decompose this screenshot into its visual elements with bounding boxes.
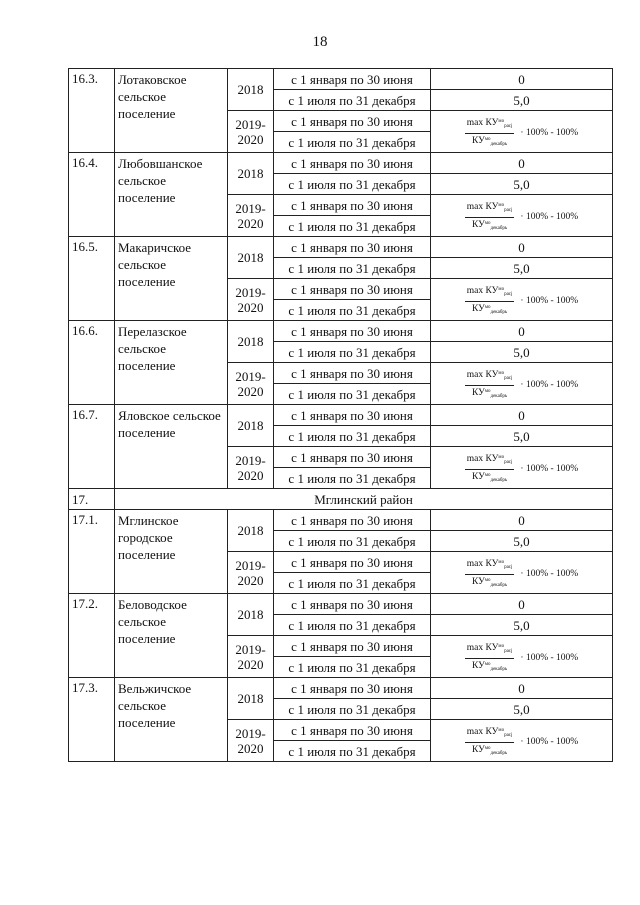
value-second-half: 5,0 — [431, 90, 613, 111]
formula-fraction — [465, 557, 515, 590]
period-first-half: с 1 января по 30 июня — [274, 111, 431, 132]
year-2018: 2018 — [228, 321, 274, 363]
settlement-name: Перелазское сельское поселение — [115, 321, 228, 405]
row-number: 16.6. — [69, 321, 115, 405]
period-second-half: с 1 июля по 31 декабря — [274, 657, 431, 678]
row-number: 16.3. — [69, 69, 115, 153]
formula-fraction — [465, 200, 515, 233]
value-first-half: 0 — [431, 510, 613, 531]
period-second-half: с 1 июля по 31 декабря — [274, 132, 431, 153]
formula-numerator: $\max КУ^{мо}_{расj}$ — [465, 725, 515, 742]
formula-cell — [431, 720, 613, 762]
tariff-table — [68, 68, 613, 762]
period-second-half: с 1 июля по 31 декабря — [274, 531, 431, 552]
district-name: Мглинский район — [115, 489, 613, 510]
period-first-half: с 1 января по 30 июня — [274, 594, 431, 615]
period-second-half: с 1 июля по 31 декабря — [274, 741, 431, 762]
year-2019-2020: 2019-2020 — [228, 447, 274, 489]
value-second-half: 5,0 — [431, 615, 613, 636]
value-second-half: 5,0 — [431, 258, 613, 279]
formula-numerator: $\max КУ^{мо}_{расj}$ — [465, 368, 515, 385]
value-first-half: 0 — [431, 321, 613, 342]
growth-formula — [465, 368, 578, 401]
formula-cell — [431, 195, 613, 237]
table-row — [69, 153, 613, 174]
formula-cell — [431, 363, 613, 405]
formula-tail: · 100% - 100% — [520, 295, 579, 306]
formula-cell — [431, 279, 613, 321]
formula-denominator: $КУ^{мо}_{декабрь}$ — [471, 135, 508, 147]
table-row — [69, 321, 613, 342]
year-2019-2020: 2019-2020 — [228, 552, 274, 594]
growth-formula — [465, 116, 578, 149]
formula-tail: · 100% - 100% — [520, 379, 579, 390]
value-second-half: 5,0 — [431, 342, 613, 363]
page-number: 18 — [312, 34, 328, 50]
formula-numerator: $\max КУ^{мо}_{расj}$ — [465, 200, 515, 217]
formula-cell — [431, 447, 613, 489]
formula-tail: · 100% - 100% — [520, 127, 579, 138]
period-first-half: с 1 января по 30 июня — [274, 552, 431, 573]
year-2019-2020: 2019-2020 — [228, 195, 274, 237]
formula-numerator: $\max КУ^{мо}_{расj}$ — [465, 284, 515, 301]
period-second-half: с 1 июля по 31 декабря — [274, 90, 431, 111]
formula-denominator: $КУ^{мо}_{декабрь}$ — [471, 576, 508, 588]
growth-formula — [465, 284, 578, 317]
period-second-half: с 1 июля по 31 декабря — [274, 699, 431, 720]
table-row — [69, 678, 613, 699]
period-first-half: с 1 января по 30 июня — [274, 237, 431, 258]
table-body — [69, 69, 613, 762]
value-first-half: 0 — [431, 594, 613, 615]
value-second-half: 5,0 — [431, 426, 613, 447]
row-number: 17.1. — [69, 510, 115, 594]
period-second-half: с 1 июля по 31 декабря — [274, 216, 431, 237]
formula-fraction — [465, 368, 515, 401]
value-second-half: 5,0 — [431, 174, 613, 195]
period-second-half: с 1 июля по 31 декабря — [274, 573, 431, 594]
formula-tail: · 100% - 100% — [520, 568, 579, 579]
table-row — [69, 69, 613, 90]
year-2019-2020: 2019-2020 — [228, 363, 274, 405]
table-row — [69, 237, 613, 258]
formula-numerator: $\max КУ^{мо}_{расj}$ — [465, 557, 515, 574]
formula-cell — [431, 552, 613, 594]
formula-tail: · 100% - 100% — [520, 211, 579, 222]
formula-tail: · 100% - 100% — [520, 463, 579, 474]
period-first-half: с 1 января по 30 июня — [274, 678, 431, 699]
settlement-name: Вельжичское сельское поселение — [115, 678, 228, 762]
value-first-half: 0 — [431, 69, 613, 90]
formula-fraction — [465, 725, 515, 758]
row-number: 17.2. — [69, 594, 115, 678]
period-second-half: с 1 июля по 31 декабря — [274, 426, 431, 447]
year-2018: 2018 — [228, 69, 274, 111]
period-first-half: с 1 января по 30 июня — [274, 363, 431, 384]
settlement-name: Беловодское сельское поселение — [115, 594, 228, 678]
period-first-half: с 1 января по 30 июня — [274, 720, 431, 741]
settlement-name: Макаричское сельское поселение — [115, 237, 228, 321]
year-2018: 2018 — [228, 405, 274, 447]
formula-denominator: $КУ^{мо}_{декабрь}$ — [471, 471, 508, 483]
growth-formula — [465, 452, 578, 485]
row-number: 16.7. — [69, 405, 115, 489]
period-first-half: с 1 января по 30 июня — [274, 279, 431, 300]
period-first-half: с 1 января по 30 июня — [274, 405, 431, 426]
year-2018: 2018 — [228, 237, 274, 279]
growth-formula — [465, 557, 578, 590]
value-second-half: 5,0 — [431, 531, 613, 552]
year-2019-2020: 2019-2020 — [228, 279, 274, 321]
period-second-half: с 1 июля по 31 декабря — [274, 300, 431, 321]
formula-cell — [431, 636, 613, 678]
year-2019-2020: 2019-2020 — [228, 111, 274, 153]
value-first-half: 0 — [431, 405, 613, 426]
row-number: 17.3. — [69, 678, 115, 762]
value-second-half: 5,0 — [431, 699, 613, 720]
period-second-half: с 1 июля по 31 декабря — [274, 342, 431, 363]
value-first-half: 0 — [431, 678, 613, 699]
formula-fraction — [465, 452, 515, 485]
formula-fraction — [465, 641, 515, 674]
period-second-half: с 1 июля по 31 декабря — [274, 258, 431, 279]
period-first-half: с 1 января по 30 июня — [274, 195, 431, 216]
period-first-half: с 1 января по 30 июня — [274, 153, 431, 174]
settlement-name: Яловское сельское поселение — [115, 405, 228, 489]
year-2018: 2018 — [228, 678, 274, 720]
period-second-half: с 1 июля по 31 декабря — [274, 615, 431, 636]
formula-numerator: $\max КУ^{мо}_{расj}$ — [465, 452, 515, 469]
district-number: 17. — [69, 489, 115, 510]
table-row — [69, 405, 613, 426]
settlement-name: Лотаковское сельское поселение — [115, 69, 228, 153]
formula-cell — [431, 111, 613, 153]
period-first-half: с 1 января по 30 июня — [274, 321, 431, 342]
year-2019-2020: 2019-2020 — [228, 636, 274, 678]
period-second-half: с 1 июля по 31 декабря — [274, 468, 431, 489]
period-first-half: с 1 января по 30 июня — [274, 636, 431, 657]
year-2018: 2018 — [228, 594, 274, 636]
formula-numerator: $\max КУ^{мо}_{расj}$ — [465, 116, 515, 133]
formula-tail: · 100% - 100% — [520, 736, 579, 747]
formula-fraction — [465, 116, 515, 149]
formula-tail: · 100% - 100% — [520, 652, 579, 663]
growth-formula — [465, 641, 578, 674]
growth-formula — [465, 725, 578, 758]
row-number: 16.5. — [69, 237, 115, 321]
formula-denominator: $КУ^{мо}_{декабрь}$ — [471, 387, 508, 399]
settlement-name: Любовшанское сельское поселение — [115, 153, 228, 237]
period-first-half: с 1 января по 30 июня — [274, 447, 431, 468]
district-row — [69, 489, 613, 510]
formula-numerator: $\max КУ^{мо}_{расj}$ — [465, 641, 515, 658]
growth-formula — [465, 200, 578, 233]
period-second-half: с 1 июля по 31 декабря — [274, 384, 431, 405]
table-row — [69, 594, 613, 615]
formula-fraction — [465, 284, 515, 317]
formula-denominator: $КУ^{мо}_{декабрь}$ — [471, 660, 508, 672]
formula-denominator: $КУ^{мо}_{декабрь}$ — [471, 303, 508, 315]
row-number: 16.4. — [69, 153, 115, 237]
year-2019-2020: 2019-2020 — [228, 720, 274, 762]
formula-denominator: $КУ^{мо}_{декабрь}$ — [471, 744, 508, 756]
settlement-name: Мглинское городское поселение — [115, 510, 228, 594]
period-first-half: с 1 января по 30 июня — [274, 69, 431, 90]
formula-denominator: $КУ^{мо}_{декабрь}$ — [471, 219, 508, 231]
year-2018: 2018 — [228, 510, 274, 552]
period-second-half: с 1 июля по 31 декабря — [274, 174, 431, 195]
table-row — [69, 510, 613, 531]
value-first-half: 0 — [431, 237, 613, 258]
value-first-half: 0 — [431, 153, 613, 174]
period-first-half: с 1 января по 30 июня — [274, 510, 431, 531]
year-2018: 2018 — [228, 153, 274, 195]
